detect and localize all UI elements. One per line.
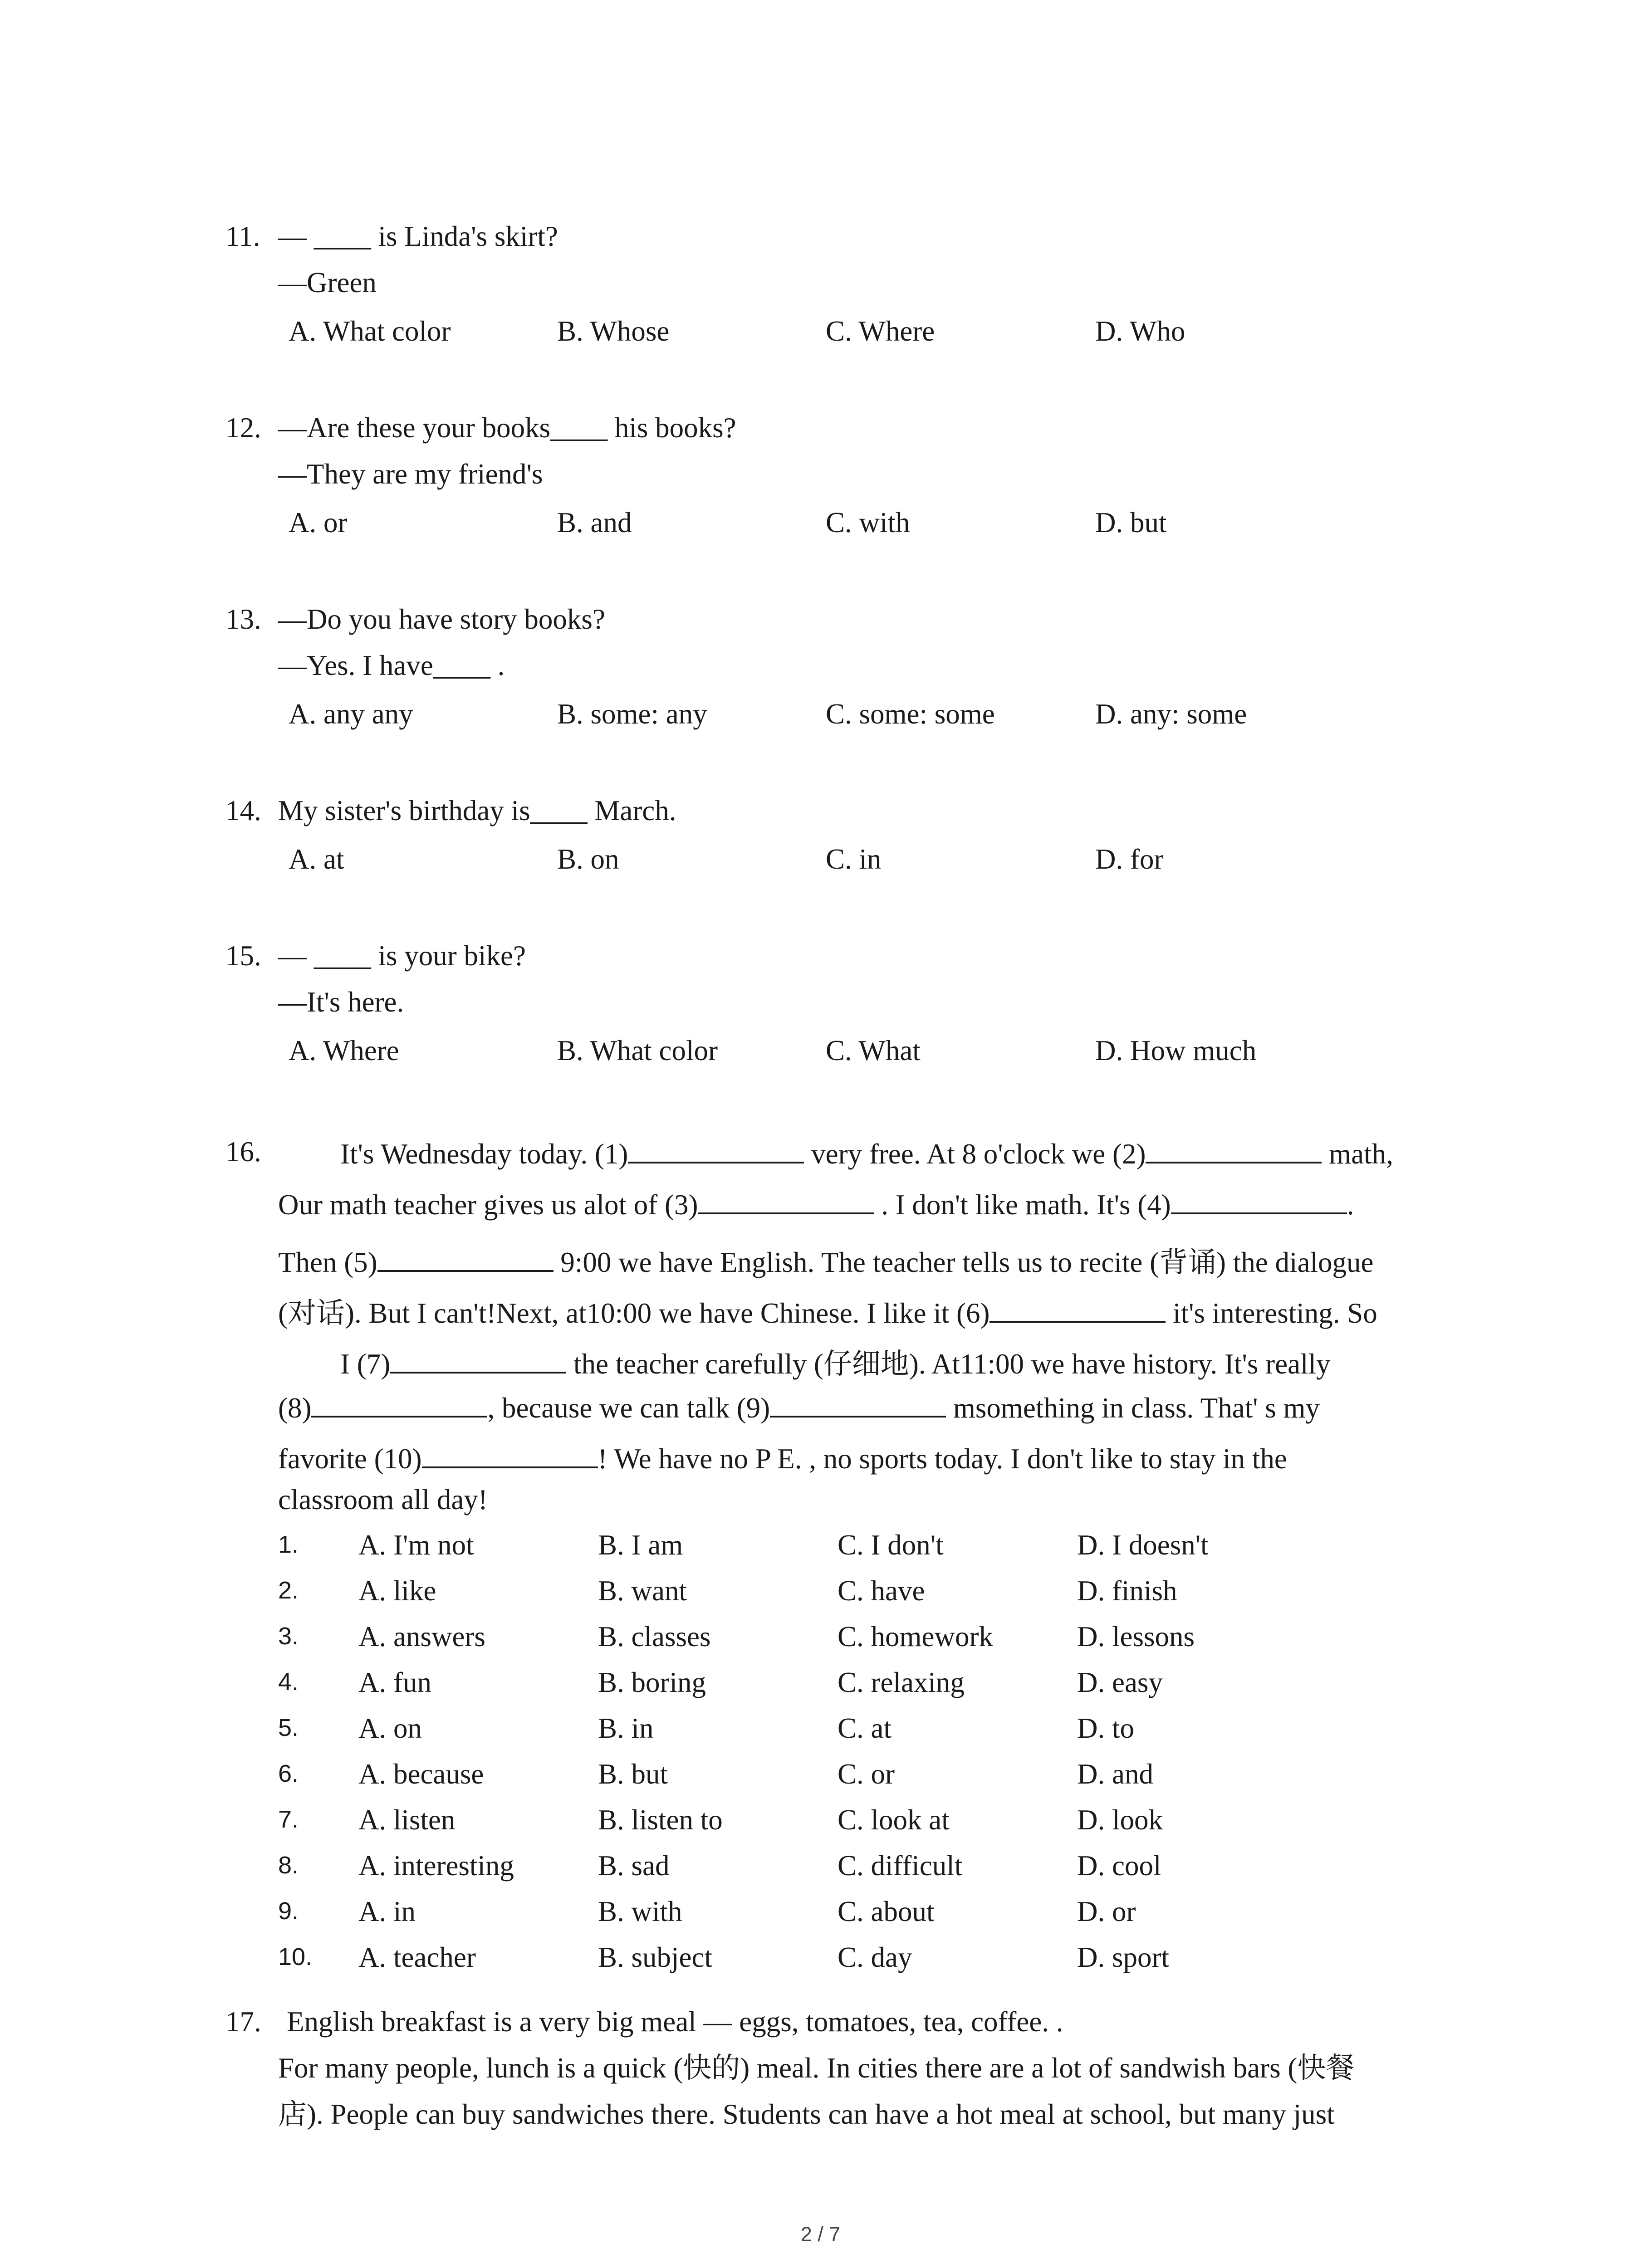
option-c[interactable]: C. What <box>826 1035 921 1066</box>
option-c[interactable]: C. about <box>838 1896 935 1927</box>
option-a[interactable]: A. in <box>358 1896 416 1927</box>
blank-4[interactable] <box>1171 1190 1347 1214</box>
option-b[interactable]: B. but <box>598 1758 668 1790</box>
option-d[interactable]: D. I doesn't <box>1077 1529 1209 1561</box>
option-c[interactable]: C. or <box>838 1758 895 1790</box>
answer-text: —Yes. I have____ . <box>278 650 505 681</box>
passage-line-5: I (7) the teacher carefully (仔细地). At11:00 we have history. It's really <box>340 1348 1331 1380</box>
option-b[interactable]: B. I am <box>598 1529 683 1561</box>
option-d[interactable]: D. easy <box>1077 1667 1163 1698</box>
question-number: 15. <box>225 940 261 972</box>
blank-6[interactable] <box>989 1298 1166 1323</box>
question-text: — ____ is your bike? <box>278 940 526 972</box>
question-number: 16. <box>225 1136 261 1168</box>
option-b[interactable]: B. on <box>557 843 619 875</box>
sub-number: 6. <box>278 1760 299 1787</box>
passage-line-3: 店). People can buy sandwiches there. Students can have a hot meal at school, but many just <box>278 2098 1335 2130</box>
option-a[interactable]: A. teacher <box>358 1941 476 1973</box>
blank-1[interactable] <box>628 1139 804 1163</box>
question-number: 13. <box>225 603 261 635</box>
option-b[interactable]: B. subject <box>598 1941 712 1973</box>
option-d[interactable]: D. How much <box>1095 1035 1257 1066</box>
option-b[interactable]: B. What color <box>557 1035 718 1066</box>
option-b[interactable]: B. want <box>598 1575 687 1607</box>
option-a[interactable]: A. because <box>358 1758 484 1790</box>
option-c[interactable]: C. look at <box>838 1804 950 1836</box>
option-c[interactable]: C. have <box>838 1575 925 1607</box>
question-number: 14. <box>225 795 261 826</box>
option-c[interactable]: C. day <box>838 1941 912 1973</box>
option-d[interactable]: D. cool <box>1077 1850 1161 1882</box>
option-a[interactable]: A. fun <box>358 1667 431 1698</box>
question-text: —Are these your books____ his books? <box>278 412 736 444</box>
question-text: My sister's birthday is____ March. <box>278 795 676 826</box>
option-d[interactable]: D. sport <box>1077 1941 1169 1973</box>
option-a[interactable]: A. answers <box>358 1621 485 1652</box>
option-b[interactable]: B. and <box>557 507 632 538</box>
option-a[interactable]: A. I'm not <box>358 1529 474 1561</box>
option-d[interactable]: D. any: some <box>1095 698 1247 730</box>
option-b[interactable]: B. sad <box>598 1850 670 1882</box>
option-d[interactable]: D. or <box>1077 1896 1136 1927</box>
passage-line-4: (对话). But I can't!Next, at10:00 we have Chinese. I like it (6) it's interesting. So <box>278 1297 1377 1329</box>
option-b[interactable]: B. Whose <box>557 315 670 347</box>
option-c[interactable]: C. with <box>826 507 910 538</box>
option-b[interactable]: B. with <box>598 1896 682 1927</box>
question-number: 17. <box>225 2006 261 2038</box>
blank-2[interactable] <box>1146 1139 1322 1163</box>
blank-9[interactable] <box>770 1393 946 1418</box>
option-a[interactable]: A. interesting <box>358 1850 514 1882</box>
option-a[interactable]: A. Where <box>289 1035 399 1066</box>
blank-8[interactable] <box>311 1393 487 1418</box>
option-a[interactable]: A. listen <box>358 1804 456 1836</box>
option-c[interactable]: C. I don't <box>838 1529 944 1561</box>
sub-number: 7. <box>278 1806 299 1833</box>
option-c[interactable]: C. at <box>838 1712 892 1744</box>
question-text: — ____ is Linda's skirt? <box>278 220 558 252</box>
option-c[interactable]: C. relaxing <box>838 1667 965 1698</box>
option-c[interactable]: C. Where <box>826 315 935 347</box>
sub-number: 2. <box>278 1577 299 1604</box>
option-d[interactable]: D. Who <box>1095 315 1185 347</box>
option-a[interactable]: A. at <box>289 843 344 875</box>
blank-10[interactable] <box>422 1444 598 1468</box>
option-c[interactable]: C. in <box>826 843 882 875</box>
option-a[interactable]: A. What color <box>289 315 451 347</box>
option-b[interactable]: B. in <box>598 1712 654 1744</box>
option-d[interactable]: D. finish <box>1077 1575 1177 1607</box>
option-d[interactable]: D. to <box>1077 1712 1134 1744</box>
sub-number: 1. <box>278 1531 299 1558</box>
sub-number: 8. <box>278 1852 299 1879</box>
option-a[interactable]: A. on <box>358 1712 422 1744</box>
passage-line-1: It's Wednesday today. (1) very free. At 8 o'clock we (2) math, <box>340 1138 1393 1170</box>
answer-text: —They are my friend's <box>278 458 543 490</box>
question-number: 12. <box>225 412 261 444</box>
blank-5[interactable] <box>377 1247 554 1272</box>
blank-3[interactable] <box>698 1190 874 1214</box>
option-d[interactable]: D. and <box>1077 1758 1153 1790</box>
passage-line-1: English breakfast is a very big meal — eggs, tomatoes, tea, coffee. . <box>287 2006 1063 2038</box>
option-d[interactable]: D. for <box>1095 843 1164 875</box>
question-number: 11. <box>225 220 260 252</box>
passage-line-7: favorite (10) ! We have no P E. , no sports today. I don't like to stay in the <box>278 1443 1287 1475</box>
option-a[interactable]: A. any any <box>289 698 413 730</box>
passage-line-3: Then (5) 9:00 we have English. The teacher tells us to recite (背诵) the dialogue <box>278 1246 1374 1278</box>
option-c[interactable]: C. homework <box>838 1621 993 1652</box>
sub-number: 9. <box>278 1897 299 1925</box>
option-d[interactable]: D. but <box>1095 507 1167 538</box>
sub-number: 3. <box>278 1623 299 1650</box>
option-d[interactable]: D. lessons <box>1077 1621 1195 1652</box>
option-a[interactable]: A. or <box>289 507 348 538</box>
sub-number: 5. <box>278 1714 299 1741</box>
option-b[interactable]: B. listen to <box>598 1804 723 1836</box>
sub-number: 4. <box>278 1668 299 1696</box>
option-b[interactable]: B. boring <box>598 1667 706 1698</box>
option-c[interactable]: C. difficult <box>838 1850 963 1882</box>
answer-text: —Green <box>278 267 377 298</box>
option-b[interactable]: B. some: any <box>557 698 707 730</box>
option-a[interactable]: A. like <box>358 1575 436 1607</box>
option-b[interactable]: B. classes <box>598 1621 711 1652</box>
page-number: 2 / 7 <box>800 2223 841 2246</box>
passage-line-6: (8) , because we can talk (9) msomething in class. That' s my <box>278 1392 1320 1424</box>
option-d[interactable]: D. look <box>1077 1804 1163 1836</box>
passage-line-2: Our math teacher gives us alot of (3) . I don't like math. It's (4) . <box>278 1189 1354 1221</box>
answer-text: —It's here. <box>278 986 404 1018</box>
passage-line-8: classroom all day! <box>278 1484 488 1515</box>
sub-number: 10. <box>278 1943 313 1970</box>
option-c[interactable]: C. some: some <box>826 698 995 730</box>
question-text: —Do you have story books? <box>278 603 605 635</box>
blank-7[interactable] <box>390 1349 566 1374</box>
passage-line-2: For many people, lunch is a quick (快的) meal. In cities there are a lot of sandwish bars (快餐 <box>278 2052 1355 2084</box>
